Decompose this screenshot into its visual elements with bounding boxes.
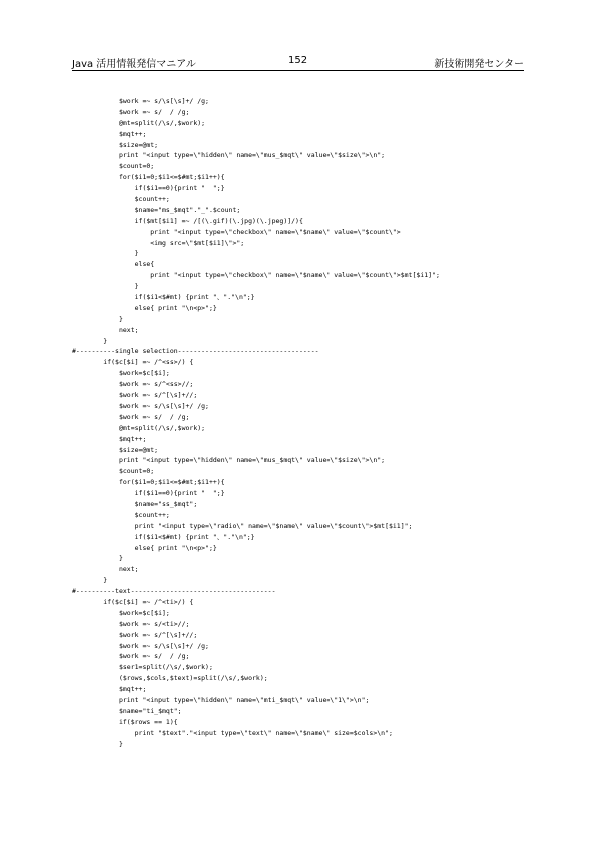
code-line: $size=@mt; [72,140,159,149]
code-line: if($mt[$i1] =~ /[(\.gif)(\.jpg)(\.jpeg)]/){ [72,216,303,225]
code-line: $work =~ s/\s[\s]+/ /g; [72,97,209,105]
code-line: $work =~ s/ / /g; [72,412,190,421]
code-line: next; [72,325,139,334]
code-line: #----------single selection------------------------------------ [72,347,319,356]
code-line: } [72,554,123,563]
code-line: @mt=split(/\s/,$work); [72,118,206,127]
code-line: $name="ms_$mqt"."_".$count; [72,205,241,214]
code-line: $work=$c[$i]; [72,369,170,378]
code-line: $name="ti_$mqt"; [72,706,182,715]
code-line: $mqt++; [72,129,147,138]
code-line: else{ [72,260,155,269]
code-line: } [72,314,123,323]
code-line: $mqt++; [72,685,147,694]
code-line: $ser1=split(/\s/,$work); [72,663,213,672]
code-line: @mt=split(/\s/,$work); [72,423,206,432]
code-line: $work =~ s/\s[\s]+/ /g; [72,401,209,410]
code-line: #----------text------------------------------------- [72,587,276,596]
code-line: if($rows == 1){ [72,717,178,726]
code-line: $name="ss_$mqt"; [72,499,198,508]
code-line: $work =~ s/ / /g; [72,652,190,661]
code-line: $work =~ s/^[\s]+//; [72,391,198,400]
code-line: print "<input type=\"checkbox\" name=\"$name\" value=\"$count\">$mt[$i1]"; [72,271,440,280]
code-line: for($i1=0;$i1<=$#mt;$i1++){ [72,478,225,487]
code-line: $count=0; [72,467,155,476]
header-organization: 新技術開発センター [434,59,524,70]
code-line: else{ print "\n<p>";} [72,303,217,312]
code-line: print "<input type=\"radio\" name=\"$name\" value=\"$count\">$mt[$i1]"; [72,521,413,530]
code-line: $count++; [72,195,170,204]
code-line: for($i1=0;$i1<=$#mt;$i1++){ [72,173,225,182]
code-line: if($i1<$#mt) {print "、"."\n";} [72,532,255,541]
page-number: 152 [288,55,308,66]
code-line: } [72,336,108,345]
header-rule [72,70,524,71]
code-line: else{ print "\n<p>";} [72,543,217,552]
code-line: $work =~ s/^[\s]+//; [72,630,198,639]
code-line: next; [72,565,139,574]
code-listing [72,96,532,749]
code-line: } [72,739,123,748]
code-line: } [72,249,139,258]
code-line: $count++; [72,510,170,519]
code-line: } [72,576,108,585]
code-line: if($i1==0){print " ";} [72,184,225,193]
code-line: print "$text"."<input type=\"text\" name=\"$name\" size=$cols>\n"; [72,728,393,737]
page-header [72,55,524,71]
code-line: $work =~ s/\s[\s]+/ /g; [72,641,209,650]
code-line: if($c[$i] =~ /^<ss>/) { [72,358,194,367]
code-line: print "<input type=\"hidden\" name=\"mus_$mqt\" value=\"$size\">\n"; [72,456,386,465]
code-line: } [72,282,139,291]
code-line: $work =~ s/^<ss>//; [72,380,194,389]
code-line: print "<input type=\"hidden\" name=\"mti_$mqt\" value=\"1\">\n"; [72,695,370,704]
code-line: $work=$c[$i]; [72,608,170,617]
code-line: ($rows,$cols,$text)=split(/\s/,$work); [72,674,268,683]
code-line: $work =~ s/<ti>//; [72,619,190,628]
code-line: $mqt++; [72,434,147,443]
code-line: <img src=\"$mt[$i1]\">"; [72,238,245,247]
code-line: print "<input type=\"checkbox\" name=\"$name\" value=\"$count\"> [72,227,401,236]
code-line: $count=0; [72,162,155,171]
code-line: $work =~ s/ / /g; [72,107,190,116]
header-title: Java 活用情報発信マニアル [72,59,196,70]
code-line: print "<input type=\"hidden\" name=\"mus_$mqt\" value=\"$size\">\n"; [72,151,386,160]
code-line: $size=@mt; [72,445,159,454]
code-line: if($c[$i] =~ /^<ti>/) { [72,597,194,606]
code-line: if($i1==0){print " ";} [72,489,225,498]
code-line: if($i1<$#mt) {print "、"."\n";} [72,293,255,302]
